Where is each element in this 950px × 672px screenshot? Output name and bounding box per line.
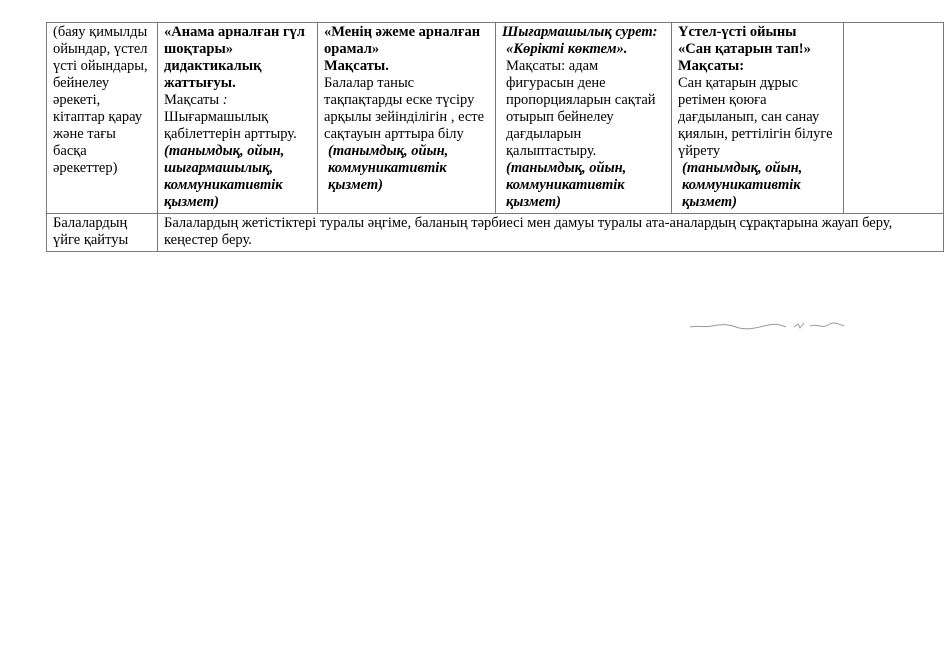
going-home-text: Балалардың жетістіктері туралы әңгіме, баланың тәрбиесі мен дамуы туралы ата-аналардың сұрақтарына жауап беру, кеңестер беру. [164,215,893,248]
row-label-cell [47,23,158,214]
tuesday-goal-text: Балалар таныс тақпақтарды еске түсіру арқылы зейінділігін , есте сақтауын арттыра білу [324,75,485,142]
cell-monday [158,23,318,214]
going-home-label-cell [47,214,158,252]
cell-wednesday [496,23,672,214]
row-label-text: (баяу қимылды ойындар, үстел үсті ойындары, бейнелеу әрекеті, кітаптар қарау және тағы басқа әрекеттер) [53,24,148,176]
thursday-goal-text: Сан қатарын дұрыс ретімен қоюға дағдыланып, сан санау қиялын, реттілігін білуге үйрету [678,75,833,159]
wednesday-activity: (танымдық, ойын, коммуникативтік қызмет) [506,160,627,210]
tuesday-goal-label: Мақсаты. [324,58,389,74]
wednesday-goal-text: Мақсаты: адам фигурасын дене пропорцияларын сақтай отырып бейнелеу дағдыларын қалыптастыру. [506,58,656,159]
tuesday-activity: (танымдық, ойын, коммуникативтік қызмет) [328,143,449,193]
cell-thursday [672,23,844,214]
monday-goal-colon: : [222,92,228,108]
monday-title: «Анама арналған гүл шоқтары» дидактикалық жаттығуы. [164,24,305,91]
handwritten-signature-icon [688,318,848,334]
plan-table [46,22,944,252]
monday-goal-text: Шығармашылық қабілеттерін арттыру. [164,109,297,142]
table-row-activities [47,23,944,214]
thursday-game: «Сан қатарын тап!» [678,41,811,57]
going-home-text-cell [158,214,944,252]
cell-tuesday [318,23,496,214]
going-home-label: Балалардың үйге қайтуы [53,215,129,248]
monday-goal [164,92,313,109]
thursday-activity: (танымдық, ойын, коммуникативтік қызмет) [682,160,803,210]
wednesday-subtitle: «Көрікті көктем». [506,41,628,57]
thursday-title: Үстел-үсті ойыны [678,24,797,40]
wednesday-title: Шығармашылық сурет: [502,24,658,40]
monday-activity: (танымдық, ойын, шығармашылық, коммуникативтік қызмет) [164,143,285,210]
table-row-going-home [47,214,944,252]
monday-goal-label: Мақсаты [164,92,220,108]
tuesday-title: «Менің әжеме арналған орамал» [324,24,481,57]
thursday-goal-label: Мақсаты: [678,58,745,74]
cell-friday [844,23,944,214]
